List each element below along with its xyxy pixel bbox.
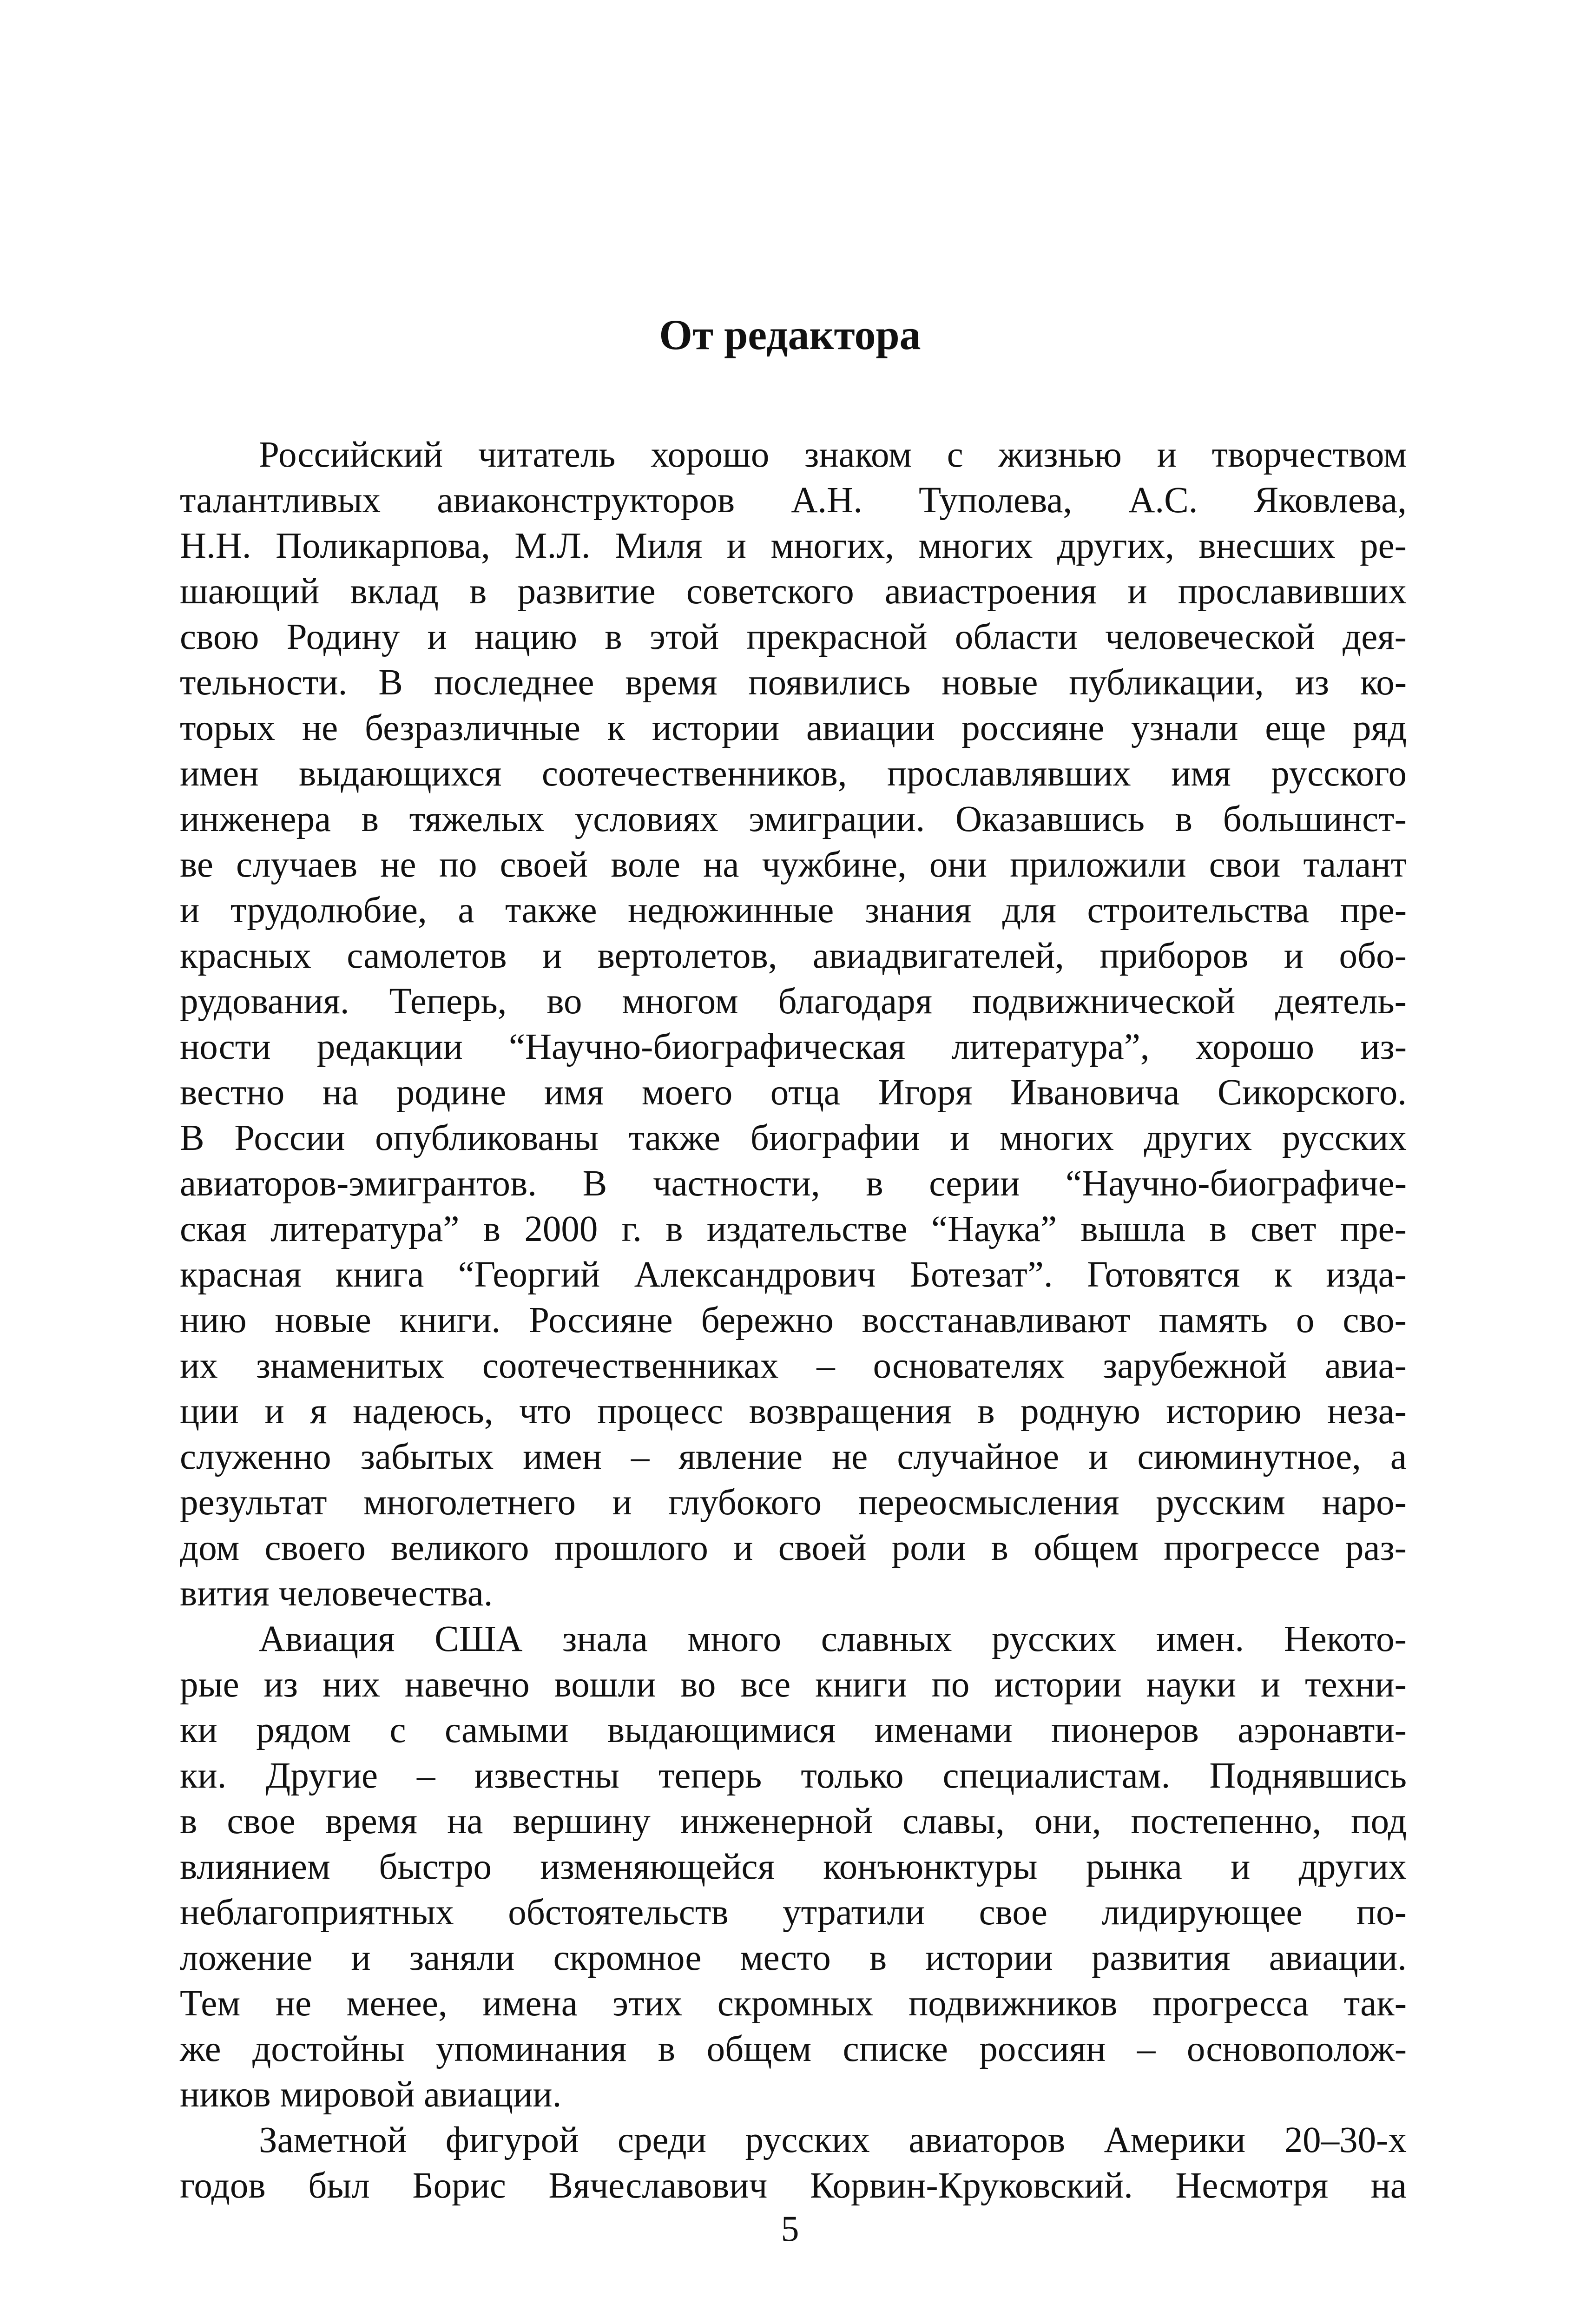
text-line: вития человечества. — [180, 1573, 493, 1614]
text-line: рые из них навечно вошли во все книги по истории науки и техни- — [180, 1664, 1407, 1705]
text-line: Н.Н. Поликарпова, М.Л. Миля и многих, многих других, внесших ре- — [180, 526, 1407, 566]
paragraph — [180, 1617, 1407, 2118]
text-line: Российский читатель хорошо знаком с жизнью и творчеством — [259, 435, 1407, 475]
text-line: ников мировой авиации. — [180, 2074, 562, 2115]
text-line: красных самолетов и вертолетов, авиадвигателей, приборов и обо- — [180, 936, 1407, 976]
text-line: Авиация США знала много славных русских имен. Некото- — [259, 1619, 1407, 1659]
text-line: имен выдающихся соотечественников, прославлявших имя русского — [180, 753, 1407, 794]
text-line: ская литература” в 2000 г. в издательстве “Наука” вышла в свет пре- — [180, 1209, 1407, 1249]
chapter-title: От редактора — [659, 311, 921, 358]
text-line: красная книга “Георгий Александрович Ботезат”. Готовятся к изда- — [180, 1254, 1407, 1295]
text-line: результат многолетнего и глубокого переосмысления русским наро- — [180, 1482, 1407, 1523]
text-line: свою Родину и нацию в этой прекрасной области человеческой дея- — [180, 617, 1407, 657]
paragraph — [180, 2118, 1407, 2209]
text-line: ности редакции “Научно-биографическая литература”, хорошо из- — [180, 1027, 1407, 1067]
text-line: их знаменитых соотечественниках – основателях зарубежной авиа- — [180, 1346, 1407, 1386]
text-line: талантливых авиаконструкторов А.Н. Туполева, А.С. Яковлева, — [180, 480, 1407, 521]
text-line: нию новые книги. Россияне бережно восстанавливают память о сво- — [180, 1300, 1407, 1340]
text-line: торых не безразличные к истории авиации россияне узнали еще ряд — [180, 708, 1407, 748]
text-line: же достойны упоминания в общем списке россиян – основополож- — [180, 2029, 1407, 2069]
text-line: Заметной фигурой среди русских авиаторов Америки 20–30-х — [259, 2120, 1407, 2160]
text-line: в свое время на вершину инженерной славы, они, постепенно, под — [180, 1801, 1407, 1842]
text-line: неблагоприятных обстоятельств утратили свое лидирующее по- — [180, 1892, 1407, 1933]
text-line: ве случаев не по своей воле на чужбине, они приложили свои талант — [180, 845, 1407, 885]
text-line: ки. Другие – известны теперь только специалистам. Поднявшись — [180, 1756, 1407, 1796]
text-line: вестно на родине имя моего отца Игоря Ивановича Сикорского. — [180, 1072, 1407, 1113]
text-line: дом своего великого прошлого и своей роли в общем прогрессе раз- — [180, 1528, 1407, 1568]
text-line: ложение и заняли скромное место в истории развития авиации. — [180, 1938, 1407, 1978]
text-line: авиаторов-эмигрантов. В частности, в серии “Научно-биографиче- — [180, 1163, 1407, 1204]
text-line: В России опубликованы также биографии и многих других русских — [180, 1118, 1407, 1158]
text-line: тельности. В последнее время появились новые публикации, из ко- — [180, 662, 1407, 703]
text-line: ции и я надеюсь, что процесс возвращения в родную историю неза- — [180, 1391, 1407, 1432]
text-line: ки рядом с самыми выдающимися именами пионеров аэронавти- — [180, 1710, 1407, 1750]
text-line: годов был Борис Вячеславович Корвин-Круковский. Несмотря на — [180, 2166, 1407, 2206]
page-number: 5 — [781, 2208, 799, 2249]
text-line: рудования. Теперь, во многом благодаря подвижнической деятель- — [180, 981, 1407, 1022]
text-line: и трудолюбие, а также недюжинные знания для строительства пре- — [180, 890, 1407, 931]
text-line: служенно забытых имен – явление не случайное и сиюминутное, а — [180, 1437, 1407, 1477]
text-line: инженера в тяжелых условиях эмиграции. Оказавшись в большинст- — [180, 799, 1407, 839]
text-line: шающий вклад в развитие советского авиастроения и прославивших — [180, 571, 1407, 612]
body-text — [180, 432, 1407, 2209]
text-line: Тем не менее, имена этих скромных подвижников прогресса так- — [180, 1983, 1407, 2024]
paragraph — [180, 432, 1407, 1617]
text-line: влиянием быстро изменяющейся конъюнктуры рынка и других — [180, 1847, 1407, 1887]
